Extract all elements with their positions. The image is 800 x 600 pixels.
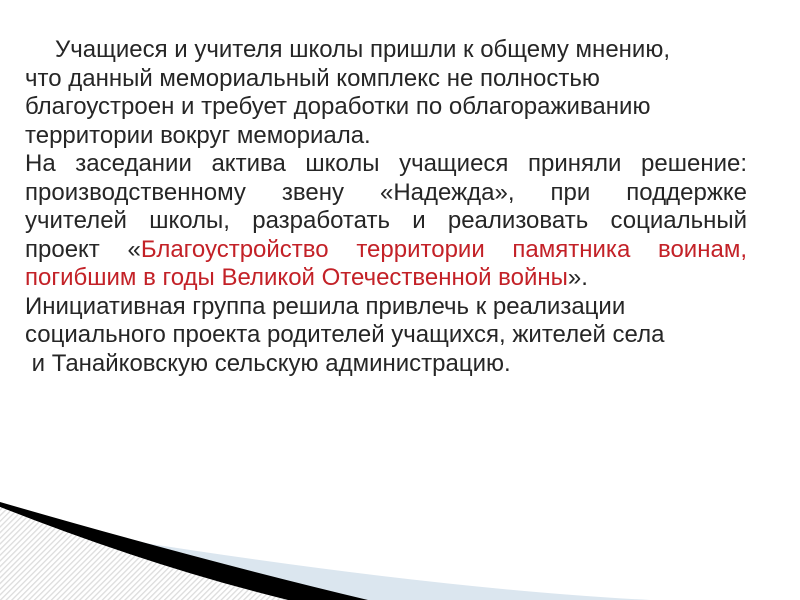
text-line: [25, 264, 747, 293]
text-line: [25, 293, 747, 322]
text-line: [25, 150, 747, 179]
text-segment: учителей школы, разработать и реализовать социальный: [25, 207, 747, 234]
text-line: [25, 36, 747, 65]
text-segment: Учащиеся и учителя школы пришли к общему мнению,: [55, 36, 670, 63]
text-line: [25, 207, 747, 236]
text-segment: социального проекта родителей учащихся, жителей села: [25, 321, 665, 348]
decor-black-swoosh: [0, 502, 368, 600]
text-line: [25, 93, 747, 122]
text-segment: ».: [567, 264, 588, 291]
text-segment: Инициативная группа решила привлечь к реализации: [25, 292, 626, 320]
text-segment: и Танайковскую сельскую администрацию.: [25, 349, 511, 377]
text-line: [25, 122, 747, 151]
text-segment-red: погибшим в годы Великой Отечественной войны: [25, 264, 568, 291]
text-segment: На заседании актива школы учащиеся приняли решение:: [25, 150, 747, 177]
text-line: [25, 179, 747, 208]
text-segment: производственному звену «Надежда», при поддержке: [25, 178, 747, 206]
decor-hatched-wedge: [0, 507, 288, 600]
text-segment: проект «: [25, 235, 141, 263]
text-segment: благоустроен и требует доработки по облагораживанию: [25, 93, 651, 120]
text-line: [25, 236, 747, 265]
text-line: [25, 65, 747, 94]
text-segment: территории вокруг мемориала.: [25, 121, 371, 149]
slide-text-block: [25, 36, 747, 378]
text-segment-red: Благоустройство территории памятника воинам,: [140, 235, 747, 263]
text-segment: что данный мемориальный комплекс не полностью: [25, 64, 600, 92]
text-line: [25, 321, 747, 350]
decor-blue-band: [88, 534, 650, 600]
text-line: [25, 350, 747, 379]
